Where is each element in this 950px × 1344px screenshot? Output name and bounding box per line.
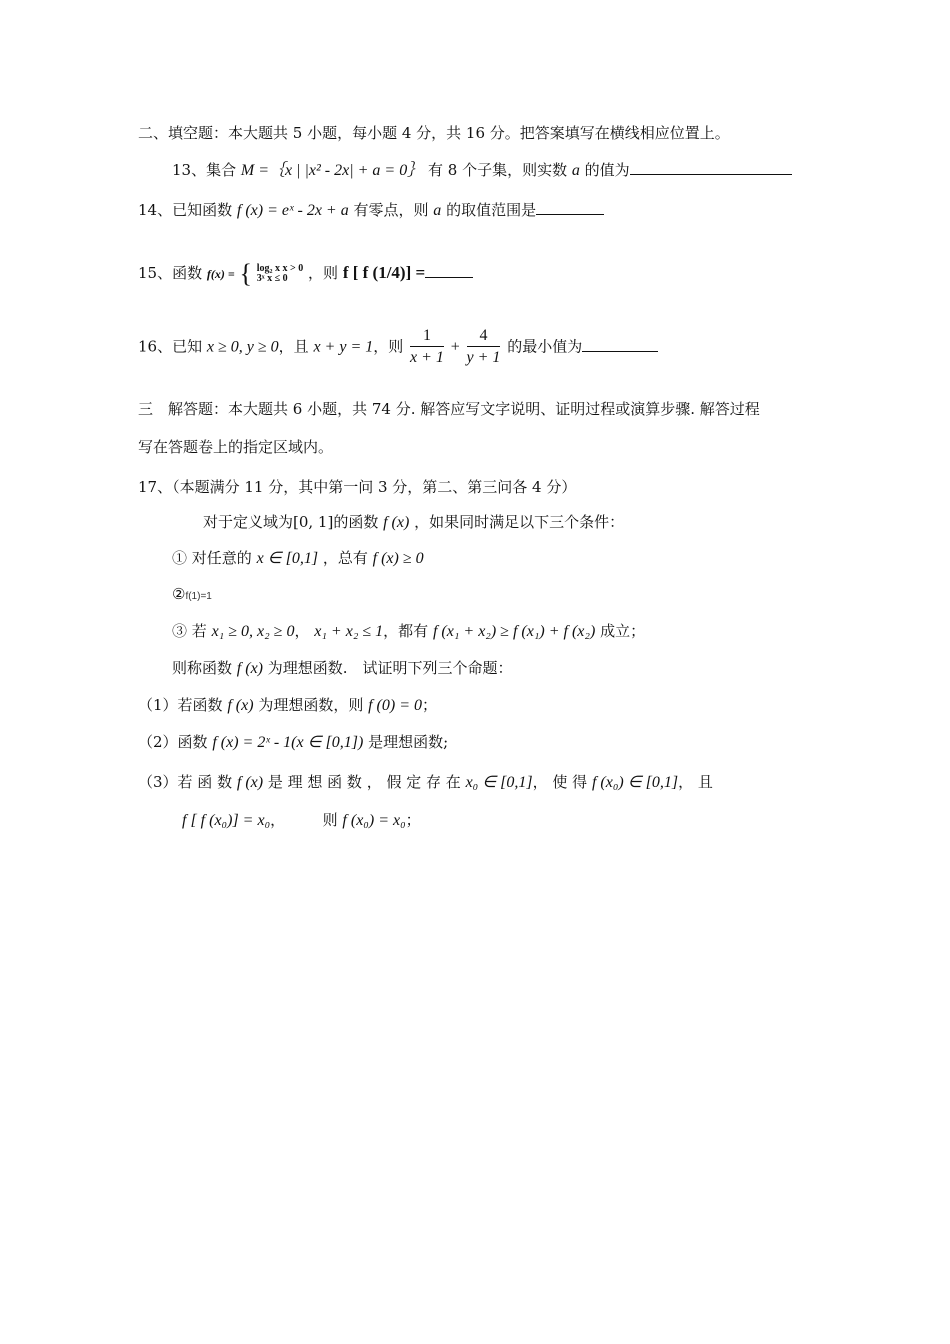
- q17-c1-text-2: ，总有: [322, 549, 368, 567]
- q17-c2-marker: ②: [172, 585, 186, 603]
- q14-answer-blank[interactable]: [536, 200, 604, 215]
- q17-c1-text: ① 对任意的: [172, 549, 252, 567]
- q17-c3-text-2: ，都有: [383, 622, 429, 640]
- q17-p1-text-2: 为理想函数，则: [258, 696, 364, 714]
- question-15: [138, 259, 473, 288]
- q17-p3-text-end: ， 且: [678, 773, 713, 791]
- q16-text-then: ，则: [373, 337, 404, 356]
- question-17-title: [138, 476, 576, 498]
- section3-heading-line2: [138, 436, 333, 458]
- q17-p3-fx0-range: f (x₀) ∈ [0,1]: [591, 774, 679, 791]
- q17-condition-1: [172, 547, 424, 570]
- q17-p3-x0-domain: x₀ ∈ [0,1]: [465, 774, 533, 791]
- q17-p3-text-then: ， 则: [270, 811, 338, 829]
- q15-case-1: log₂ x x > 0: [256, 263, 304, 274]
- q13-text-end: 的值为: [584, 161, 630, 179]
- q17-p3-function: f (x): [236, 774, 264, 791]
- q15-case-2: 3ˣ x ≤ 0: [256, 273, 288, 284]
- q17-p1-end: ；: [422, 696, 438, 714]
- q16-fraction-1: [410, 326, 444, 369]
- q17-p3-end: ；: [405, 811, 421, 829]
- q15-brace: {: [239, 259, 252, 288]
- q16-number: 16、已知: [138, 337, 203, 356]
- q17-part-2: [138, 731, 448, 754]
- q17-intro-function: f (x): [383, 514, 410, 531]
- q15-function-lhs: f(x) =: [206, 267, 235, 281]
- q17-c1-inequality: f (x) ≥ 0: [372, 550, 424, 567]
- q17-def-function: f (x): [236, 660, 263, 677]
- q16-answer-blank[interactable]: [582, 337, 658, 352]
- q17-c3-text-end: 成立；: [595, 622, 646, 640]
- q13-variable: a: [571, 162, 580, 179]
- q16-condition: x ≥ 0, y ≥ 0: [206, 338, 279, 356]
- q17-def-text-end: 为理想函数. 试证明下列三个命题：: [267, 659, 513, 677]
- q17-p1-function: f (x): [227, 697, 254, 714]
- q16-fraction-1-numerator: 1: [410, 326, 444, 347]
- section3-heading-text-2: 写在答题卷上的指定区域内。: [138, 438, 334, 456]
- q17-c1-domain: x ∈ [0,1]: [256, 550, 319, 567]
- q17-p2-function: f (x) = 2ˣ - 1(x ∈ [0,1]): [212, 734, 364, 751]
- q17-p3-text: （3）若 函 数: [138, 773, 233, 791]
- section3-heading-line1: [138, 398, 760, 420]
- q15-expression: f [ f (1/4)] =: [342, 263, 426, 282]
- section2-heading: [138, 122, 730, 144]
- q17-title-text: 17、（本题满分 11 分，其中第一问 3 分，第二、第三问各 4 分）: [138, 478, 577, 496]
- q17-c3-condition: x₁ ≥ 0, x₂ ≥ 0: [211, 623, 295, 640]
- q17-part-3-line2: [182, 809, 421, 832]
- q13-answer-blank[interactable]: [630, 160, 792, 175]
- q14-text-end: 的取值范围是: [446, 201, 537, 219]
- q16-text-end: 的最小值为: [507, 337, 583, 356]
- q13-number: 13、集合: [172, 161, 237, 179]
- q15-number: 15、函数: [138, 264, 203, 282]
- q16-fraction-2-denominator: y + 1: [466, 349, 501, 366]
- q14-text: 有零点，则: [353, 201, 429, 219]
- q17-p1-text: （1）若函数: [138, 696, 223, 714]
- q17-p2-text: （2）函数: [138, 733, 208, 751]
- q17-intro-text-end: ，如果同时满足以下三个条件：: [414, 513, 625, 531]
- question-14: [138, 199, 604, 222]
- q14-variable: a: [433, 202, 442, 219]
- q17-c3-text: ③ 若: [172, 622, 207, 640]
- q17-c3-comma: ，: [294, 622, 310, 640]
- q14-function: f (x) = eˣ - 2x + a: [236, 202, 349, 219]
- q17-p3-conclusion: f (x₀) = x₀: [342, 812, 406, 829]
- q14-number: 14、已知函数: [138, 201, 233, 219]
- q15-answer-blank[interactable]: [425, 263, 473, 278]
- q17-c3-sum-condition: x₁ + x₂ ≤ 1: [314, 623, 384, 640]
- q17-p3-text-2: 是 理 想 函 数 ， 假 定 存 在: [267, 773, 461, 791]
- q17-p1-equation: f (0) = 0: [368, 697, 423, 714]
- question-13: [172, 159, 792, 182]
- q15-text: ，则: [308, 264, 339, 282]
- q17-intro: [203, 511, 624, 534]
- q16-text-and: ，且: [278, 337, 309, 356]
- q16-fraction-2-numerator: 4: [467, 326, 501, 347]
- q16-fraction-1-denominator: x + 1: [410, 349, 444, 366]
- q16-fraction-2: [467, 326, 501, 369]
- q17-part-3-line1: [138, 771, 713, 794]
- q16-plus: +: [450, 338, 460, 356]
- question-16: [138, 326, 658, 369]
- q16-condition-2: x + y = 1: [313, 338, 374, 356]
- q15-cases: [257, 264, 303, 284]
- q17-definition: [172, 657, 513, 680]
- q17-condition-3: [172, 620, 645, 643]
- q17-c3-inequality: f (x₁ + x₂) ≥ f (x₁) + f (x₂): [432, 623, 596, 640]
- q17-condition-2: [172, 583, 212, 608]
- q13-text: 有 8 个子集，则实数: [428, 161, 568, 179]
- q17-p2-text-end: 是理想函数;: [368, 733, 449, 751]
- q17-c2-formula: f(1)=1: [185, 591, 212, 602]
- q17-part-1: [138, 694, 437, 717]
- q17-p3-fixed-point-condition: f [ f (x₀)] = x₀: [182, 812, 271, 829]
- section2-heading-text: 二、填空题：本大题共 5 小题，每小题 4 分，共 16 分。把答案填写在横线相应位置上。: [138, 124, 730, 142]
- section3-heading-text-1: 三 解答题：本大题共 6 小题，共 74 分. 解答应写文字说明、证明过程或演算步骤. 解答过程: [138, 400, 760, 418]
- q17-def-text: 则称函数: [172, 659, 233, 677]
- q13-set-expression: M =｛x | |x² - 2x| + a = 0｝: [240, 162, 424, 179]
- q17-p3-text-3: ， 使 得: [532, 773, 588, 791]
- q17-intro-text: 对于定义域为[0, 1]的函数: [203, 513, 379, 531]
